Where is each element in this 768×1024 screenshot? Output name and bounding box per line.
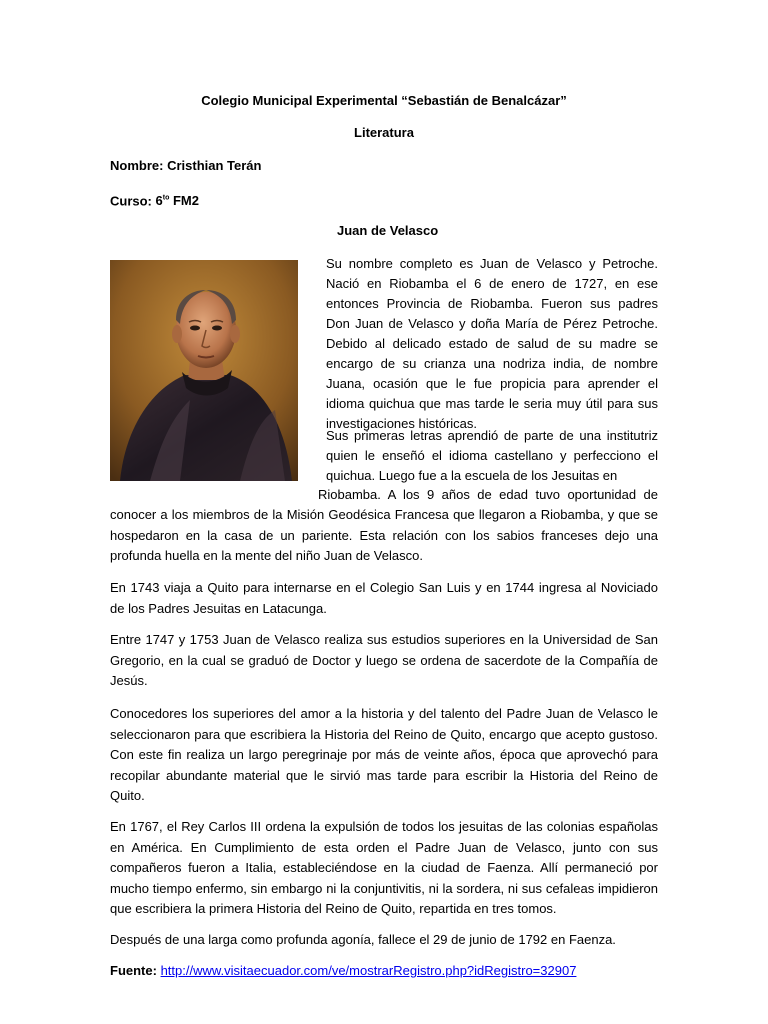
- source-label: Fuente:: [110, 963, 157, 978]
- paragraph-education-continued: conocer a los miembros de la Misión Geodésica Francesa que llegaron a Riobamba, y que se hospedaron en la casa de un pariente. Esta relación con los sabios franceses dejo una profunda huella en la mente del niño Juan de Velasco.: [110, 507, 658, 563]
- paragraph-education-line: Riobamba. A los 9 años de edad tuvo oportunidad de: [318, 487, 658, 502]
- source-line: [110, 963, 576, 979]
- juan-de-velasco-portrait: [110, 260, 298, 481]
- paragraph-birth: Su nombre completo es Juan de Velasco y Petroche. Nació en Riobamba el 6 de enero de 1727, en ese entonces Provincia de Riobamba. Fueron sus padres Don Juan de Velasco y doña María de Pérez Petroche. Debido al delicado estado de salud de su madre se encargo de su crianza una nodriza india, de nombre Juana, ocasión que le fue propicia para aprender el idioma quichua que mas tarde le seria muy útil para sus investigaciones históricas.: [326, 256, 658, 431]
- course-value: $6^{to}$ FM2: [155, 193, 199, 209]
- paragraph-expulsion: En 1767, el Rey Carlos III ordena la expulsión de todos los jesuitas de las colonias españolas en América. En Cumplimiento de esta orden el Padre Juan de Velasco, junto con sus compañeros fueron a Italia, estableciéndose en la ciudad de Faenza. Allí permaneció por mucho tiempo enfermo, sin embargo ni la conjuntivitis, ni la sordera, ni sus cefaleas impidieron que escribiera la primera Historia del Reino de Quito, repartida en tres tomos.: [110, 819, 658, 916]
- name-value: Cristhian Terán: [167, 158, 262, 173]
- article-title: Juan de Velasco: [337, 223, 439, 238]
- course-line: [110, 191, 199, 209]
- source-link[interactable]: http://www.visitaecuador.com/ve/mostrarRegistro.php?idRegistro=32907: [160, 963, 577, 978]
- student-name-line: [110, 158, 261, 174]
- paragraph-quito: En 1743 viaja a Quito para internarse en el Colegio San Luis y en 1744 ingresa al Noviciado de los Padres Jesuitas en Latacunga.: [110, 580, 658, 616]
- name-label: Nombre:: [110, 158, 164, 173]
- subject-heading: Literatura: [354, 125, 414, 140]
- course-label: Curso:: [110, 193, 152, 209]
- school-heading: Colegio Municipal Experimental “Sebastián de Benalcázar”: [201, 93, 567, 108]
- paragraph-death: Después de una larga como profunda agonía, fallece el 29 de junio de 1792 en Faenza.: [110, 932, 616, 947]
- paragraph-studies: Entre 1747 y 1753 Juan de Velasco realiza sus estudios superiores en la Universidad de San Gregorio, en la cual se graduó de Doctor y luego se ordena de sacerdote de la Compañía de Jesús.: [110, 632, 658, 688]
- paragraph-history: Conocedores los superiores del amor a la historia y del talento del Padre Juan de Velasco le seleccionaron para que escribiera la Historia del Reino de Quito, encargo que acepto gustoso. Con este fin realiza un largo peregrinaje por más de veinte años, época que aprovechó para recopilar abundante material que le sirvió mas tarde para escribir la Historia del Reino de Quito.: [110, 706, 658, 803]
- paragraph-education-wrapped: Sus primeras letras aprendió de parte de una institutriz quien le enseñó el idioma castellano y perfecciono el quichua. Luego fue a la escuela de los Jesuitas en: [326, 428, 658, 483]
